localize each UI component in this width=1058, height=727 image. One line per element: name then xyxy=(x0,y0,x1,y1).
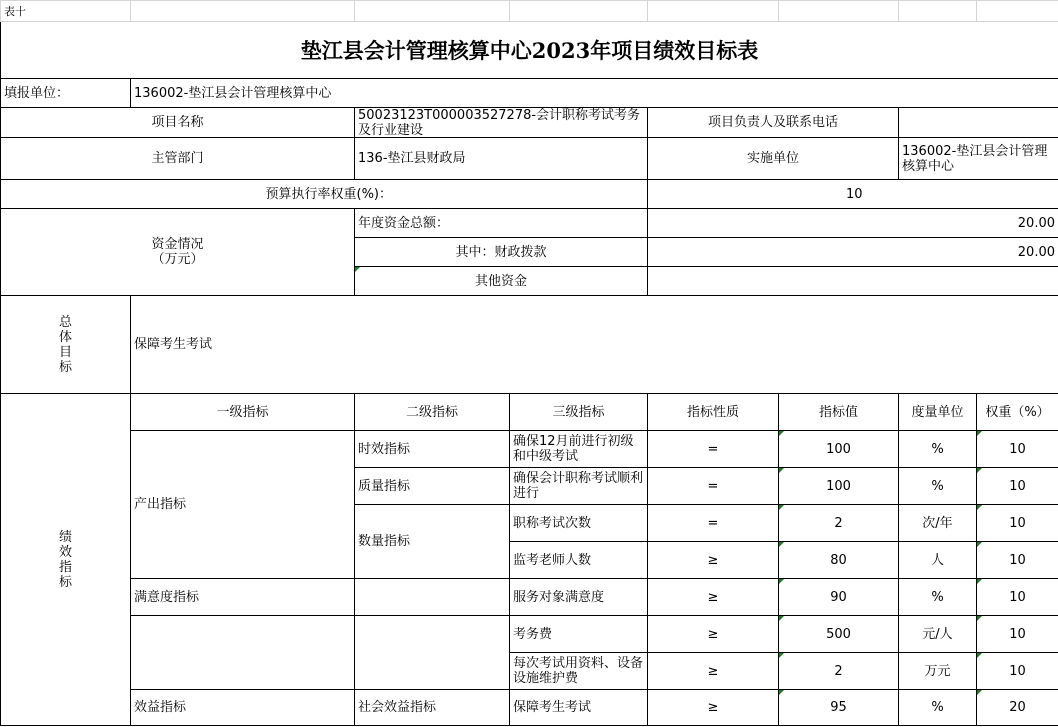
indicator-unit[interactable]: 万元 xyxy=(899,653,977,690)
indicators-char: 标 xyxy=(58,574,72,590)
impl-unit-value[interactable]: 136002-垫江县会计管理核算中心 xyxy=(899,138,1058,180)
indicator-weight[interactable]: 20 xyxy=(977,690,1058,726)
indicator-nature[interactable]: ≥ xyxy=(648,690,779,726)
indicator-nature[interactable]: = xyxy=(648,468,779,505)
project-leader-label: 项目负责人及联系电话 xyxy=(648,108,899,138)
indicator-nature[interactable]: ≥ xyxy=(648,579,779,616)
indicator-value[interactable]: 95 xyxy=(779,690,899,726)
funds-total-label: 年度资金总额： xyxy=(355,209,648,238)
indicator-unit[interactable]: 次/年 xyxy=(899,505,977,542)
indicators-label xyxy=(1,394,131,726)
indicator-weight[interactable]: 10 xyxy=(977,431,1058,468)
overall-goal-text[interactable]: 保障考生考试 xyxy=(131,296,1058,394)
third-indicator-text: 确保会计职称考试顺利进行 xyxy=(513,471,644,501)
indicator-value[interactable]: 100 xyxy=(779,468,899,505)
project-name-label: 项目名称 xyxy=(1,108,355,138)
overall-goal-char: 目 xyxy=(58,344,72,360)
header-level2: 二级指标 xyxy=(355,394,510,431)
third-indicator[interactable]: 考务费 xyxy=(510,616,648,653)
indicators-char: 绩 xyxy=(58,529,72,545)
header-weight: 权重（%） xyxy=(977,394,1058,431)
group-cost xyxy=(131,616,355,690)
third-indicator[interactable] xyxy=(510,653,648,690)
header-value: 指标值 xyxy=(779,394,899,431)
overall-goal-label xyxy=(1,296,131,394)
reporting-unit-label: 填报单位： xyxy=(1,79,131,108)
indicator-unit[interactable]: % xyxy=(899,579,977,616)
indicator-weight[interactable]: 10 xyxy=(977,653,1058,690)
funds-label xyxy=(1,209,355,296)
subgroup-cost xyxy=(355,616,510,690)
third-indicator[interactable] xyxy=(510,431,648,468)
funds-fiscal-value[interactable]: 20.00 xyxy=(648,238,1058,267)
subgroup-timeliness: 时效指标 xyxy=(355,431,510,468)
indicator-value[interactable]: 500 xyxy=(779,616,899,653)
indicator-value[interactable]: 2 xyxy=(779,505,899,542)
table-row xyxy=(1,690,1058,726)
group-satisfaction: 满意度指标 xyxy=(131,579,355,616)
dept-label: 主管部门 xyxy=(1,138,355,180)
funds-fiscal-label: 其中：财政拨款 xyxy=(355,238,648,267)
table-row xyxy=(1,616,1058,653)
overall-goal-char: 体 xyxy=(58,329,72,345)
project-name-text: 50023123T000003527278-会计职称考试考务及行业建设 xyxy=(358,108,641,137)
funds-label-line1: 资金情况 xyxy=(151,237,204,252)
funds-other-label: 其他资金 xyxy=(355,267,648,296)
group-benefit: 效益指标 xyxy=(131,690,355,726)
subgroup-satisfaction xyxy=(355,579,510,616)
indicator-weight[interactable]: 10 xyxy=(977,468,1058,505)
header-nature: 指标性质 xyxy=(648,394,779,431)
indicator-nature[interactable]: ≥ xyxy=(648,542,779,579)
third-indicator-text: 确保12月前进行初级和中级考试 xyxy=(513,434,634,464)
impl-unit-label: 实施单位 xyxy=(648,138,899,180)
indicator-value[interactable]: 80 xyxy=(779,542,899,579)
group-output: 产出指标 xyxy=(131,431,355,579)
funds-other-value[interactable] xyxy=(648,267,1058,296)
third-indicator[interactable]: 职称考试次数 xyxy=(510,505,648,542)
table-row xyxy=(1,431,1058,468)
header-unit: 度量单位 xyxy=(899,394,977,431)
indicator-unit[interactable]: % xyxy=(899,468,977,505)
indicator-unit[interactable]: % xyxy=(899,431,977,468)
reporting-unit-value[interactable]: 136002-垫江县会计管理核算中心 xyxy=(131,79,1058,108)
indicator-value[interactable]: 100 xyxy=(779,431,899,468)
indicator-value[interactable]: 2 xyxy=(779,653,899,690)
subgroup-quantity: 数量指标 xyxy=(355,505,510,579)
overall-goal-char: 总 xyxy=(58,314,72,330)
indicator-weight[interactable]: 10 xyxy=(977,616,1058,653)
third-indicator-text: 每次考试用资料、设备设施维护费 xyxy=(513,656,644,686)
overall-goal-char: 标 xyxy=(58,359,72,375)
third-indicator[interactable]: 保障考生考试 xyxy=(510,690,648,726)
indicator-weight[interactable]: 10 xyxy=(977,505,1058,542)
table-row xyxy=(1,579,1058,616)
indicator-nature[interactable]: ≥ xyxy=(648,616,779,653)
project-name-value[interactable] xyxy=(355,108,648,138)
sheet-label: 表十 xyxy=(1,1,131,22)
page-title: 垫江县会计管理核算中心2023年项目绩效目标表 xyxy=(1,22,1058,79)
funds-label-line2: （万元） xyxy=(151,252,204,267)
indicator-nature[interactable]: = xyxy=(648,431,779,468)
third-indicator[interactable]: 服务对象满意度 xyxy=(510,579,648,616)
indicators-char: 指 xyxy=(58,559,72,575)
third-indicator[interactable]: 监考老师人数 xyxy=(510,542,648,579)
indicator-unit[interactable]: 人 xyxy=(899,542,977,579)
indicator-nature[interactable]: = xyxy=(648,505,779,542)
indicator-weight[interactable]: 10 xyxy=(977,542,1058,579)
dept-value[interactable]: 136-垫江县财政局 xyxy=(355,138,648,180)
budget-weight-value[interactable]: 10 xyxy=(648,180,1058,209)
project-leader-value[interactable] xyxy=(899,108,1058,138)
budget-weight-label: 预算执行率权重(%)： xyxy=(1,180,648,209)
indicators-char: 效 xyxy=(58,544,72,560)
indicator-unit[interactable]: 元/人 xyxy=(899,616,977,653)
subgroup-social: 社会效益指标 xyxy=(355,690,510,726)
indicator-weight[interactable]: 10 xyxy=(977,579,1058,616)
third-indicator[interactable] xyxy=(510,468,648,505)
indicator-nature[interactable]: ≥ xyxy=(648,653,779,690)
funds-total-value[interactable]: 20.00 xyxy=(648,209,1058,238)
indicator-unit[interactable]: % xyxy=(899,690,977,726)
indicator-value[interactable]: 90 xyxy=(779,579,899,616)
header-level3: 三级指标 xyxy=(510,394,648,431)
header-level1: 一级指标 xyxy=(131,394,355,431)
subgroup-quality: 质量指标 xyxy=(355,468,510,505)
